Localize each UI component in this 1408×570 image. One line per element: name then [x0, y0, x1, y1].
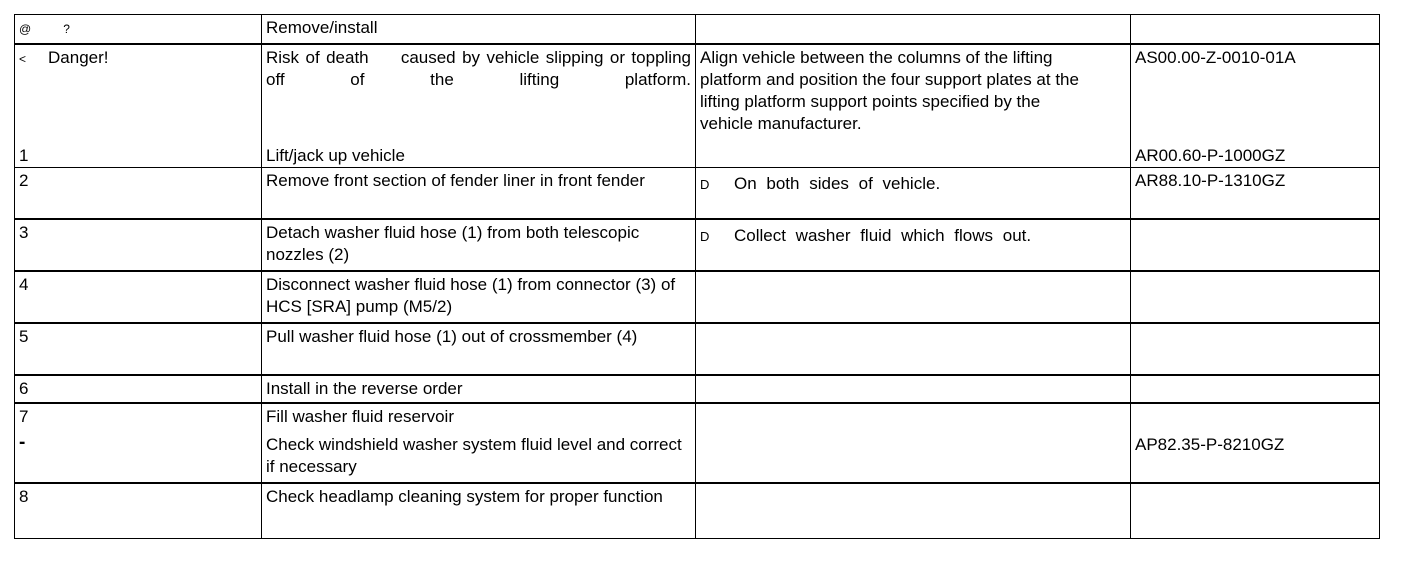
- step-text: Detach washer fluid hose (1) from both telescopic nozzles (2): [262, 219, 696, 271]
- step-note-cell: [696, 375, 1131, 403]
- step-number: 8: [15, 483, 262, 539]
- step-reference-cell: [1131, 323, 1380, 375]
- at-symbol-icon: @: [19, 22, 32, 36]
- step-reference-cell: [1131, 403, 1380, 483]
- danger-instruction-cell: [696, 44, 1131, 168]
- sub-step-reference-link[interactable]: AP82.35-P-8210GZ: [1135, 435, 1285, 454]
- note-bullet-icon: D: [700, 229, 710, 244]
- procedure-sheet: [14, 14, 1379, 539]
- danger-instruction: Align vehicle between the columns of the lifting platform and position the four support plates at the lifting platform support points specified by the vehicle manufacturer.: [700, 48, 1079, 133]
- danger-risk-text: [266, 47, 691, 91]
- step-note: On both sides of vehicle.: [734, 174, 941, 193]
- step-row: [15, 403, 1380, 483]
- step-number: 4: [15, 271, 262, 323]
- step-row: [15, 483, 1380, 539]
- step-note-cell: [696, 219, 1131, 271]
- step-text: Lift/jack up vehicle: [266, 146, 405, 165]
- step-note-cell: [696, 323, 1131, 375]
- danger-reference-cell: [1131, 44, 1380, 168]
- step-text: Disconnect washer fluid hose (1) from connector (3) of HCS [SRA] pump (M5/2): [262, 271, 696, 323]
- danger-risk-rest: caused by vehicle slipping or toppling off of the lifting platform.: [266, 48, 691, 89]
- step-text: Fill washer fluid reservoir: [266, 407, 454, 426]
- danger-number-cell: [15, 44, 262, 168]
- warning-icon: <: [19, 52, 27, 66]
- step-note: Collect washer fluid which flows out.: [734, 226, 1032, 245]
- step-row: [15, 323, 1380, 375]
- step-number: 3: [15, 219, 262, 271]
- step-reference-cell: [1131, 375, 1380, 403]
- step-number: 7: [19, 407, 29, 426]
- step-reference-link[interactable]: AR88.10-P-1310GZ: [1131, 168, 1380, 220]
- danger-label: Danger!: [48, 48, 109, 67]
- step-row: [15, 271, 1380, 323]
- sub-step-text: Check windshield washer system fluid level and correct if necessary: [266, 435, 682, 476]
- step-note-cell: [696, 483, 1131, 539]
- step-note-cell: [696, 403, 1131, 483]
- danger-step-text-cell: [262, 44, 696, 168]
- danger-risk-bold: Risk of death: [266, 48, 369, 67]
- step-number: 6: [15, 375, 262, 403]
- step-text: Remove front section of fender liner in front fender: [262, 168, 696, 220]
- step-note-cell: [696, 271, 1131, 323]
- step-row: [15, 219, 1380, 271]
- header-row: [15, 15, 1380, 45]
- step-number-cell: [15, 403, 262, 483]
- note-bullet-icon: D: [700, 177, 710, 192]
- step-text: Check headlamp cleaning system for proper function: [262, 483, 696, 539]
- step-reference-cell: [1131, 219, 1380, 271]
- danger-reference-link[interactable]: AS00.00-Z-0010-01A: [1135, 48, 1296, 67]
- header-symbols-cell: [15, 15, 262, 45]
- step-text: Install in the reverse order: [262, 375, 696, 403]
- question-symbol-icon: ?: [63, 22, 70, 36]
- step-text-cell: [262, 403, 696, 483]
- step-row: [15, 168, 1380, 220]
- step-text: Pull washer fluid hose (1) out of crossmember (4): [262, 323, 696, 375]
- step-reference-link[interactable]: AR00.60-P-1000GZ: [1135, 146, 1286, 165]
- sub-step-dash-icon: -: [19, 432, 26, 453]
- step-number: 2: [15, 168, 262, 220]
- danger-step-1-row: [15, 44, 1380, 168]
- step-reference-cell: [1131, 483, 1380, 539]
- step-reference-cell: [1131, 271, 1380, 323]
- header-title: Remove/install: [262, 15, 696, 45]
- step-number: 1: [19, 146, 29, 165]
- step-note-cell: [696, 168, 1131, 220]
- procedure-table: [14, 14, 1380, 539]
- step-number: 5: [15, 323, 262, 375]
- step-row: [15, 375, 1380, 403]
- header-empty-reference: [1131, 15, 1380, 45]
- danger-heading: [19, 47, 257, 70]
- header-empty-note: [696, 15, 1131, 45]
